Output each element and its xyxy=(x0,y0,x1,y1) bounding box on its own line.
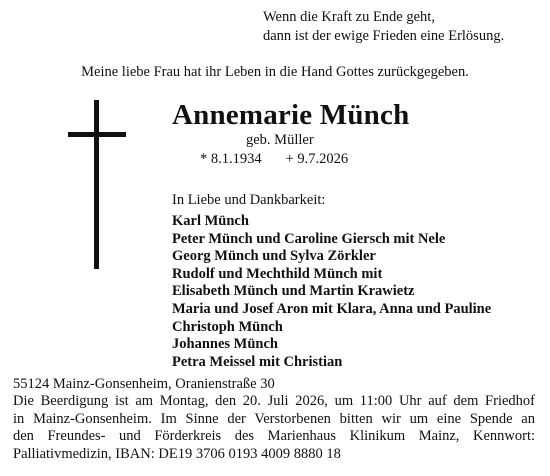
mourner-item: Maria und Josef Aron mit Klara, Anna und Pauline xyxy=(172,300,492,317)
epigraph-quote xyxy=(263,8,504,46)
mourner-item: Peter Münch und Caroline Giersch mit Nele xyxy=(172,230,446,247)
deceased-name: Annemarie Münch xyxy=(172,99,410,131)
life-dates xyxy=(200,150,348,169)
quote-line-2: dann ist der ewige Frieden eine Erlösung. xyxy=(263,28,505,44)
mourner-item: Georg Münch und Sylva Zörkler xyxy=(172,248,376,265)
cross-icon-horizontal-bar xyxy=(68,132,126,137)
thanks-line: In Liebe und Dankbarkeit: xyxy=(172,192,326,208)
mourner-item: Christoph Münch xyxy=(172,318,283,335)
burial-line-2: in Mainz-Gonsenheim. Im Sinne der Verstorbenen bitten wir um eine Spende an xyxy=(13,410,535,427)
mourner-item: Karl Münch xyxy=(172,213,249,229)
mourner-item: Petra Meissel mit Christian xyxy=(172,353,343,370)
quote-line-1: Wenn die Kraft zu Ende geht, xyxy=(263,9,435,25)
mourner-item: Elisabeth Münch und Martin Krawietz xyxy=(172,283,415,300)
family-address: 55124 Mainz-Gonsenheim, Oranienstraße 30 xyxy=(13,376,275,392)
birth-date: * 8.1.1934 xyxy=(200,151,262,167)
burial-line-4: Palliativmedizin, IBAN: DE19 3706 0193 4009 8880 18 xyxy=(13,445,341,462)
cross-icon-vertical-bar xyxy=(94,100,99,269)
birth-name: geb. Müller xyxy=(246,132,314,148)
mourners-list xyxy=(172,213,491,371)
burial-line-3: den Freundes- und Förderkreis des Marienhaus Klinikum Mainz, Kennwort: xyxy=(13,428,535,444)
burial-information xyxy=(13,393,535,463)
mourner-item: Johannes Münch xyxy=(172,336,278,353)
mourner-item: Rudolf und Mechthild Münch mit xyxy=(172,265,383,282)
death-date: + 9.7.2026 xyxy=(285,151,349,167)
burial-line-1: Die Beerdigung ist am Montag, den 20. Juli 2026, um 11:00 Uhr auf dem Friedhof xyxy=(13,393,535,409)
intro-text: Meine liebe Frau hat ihr Leben in die Hand Gottes zurückgegeben. xyxy=(81,64,469,80)
